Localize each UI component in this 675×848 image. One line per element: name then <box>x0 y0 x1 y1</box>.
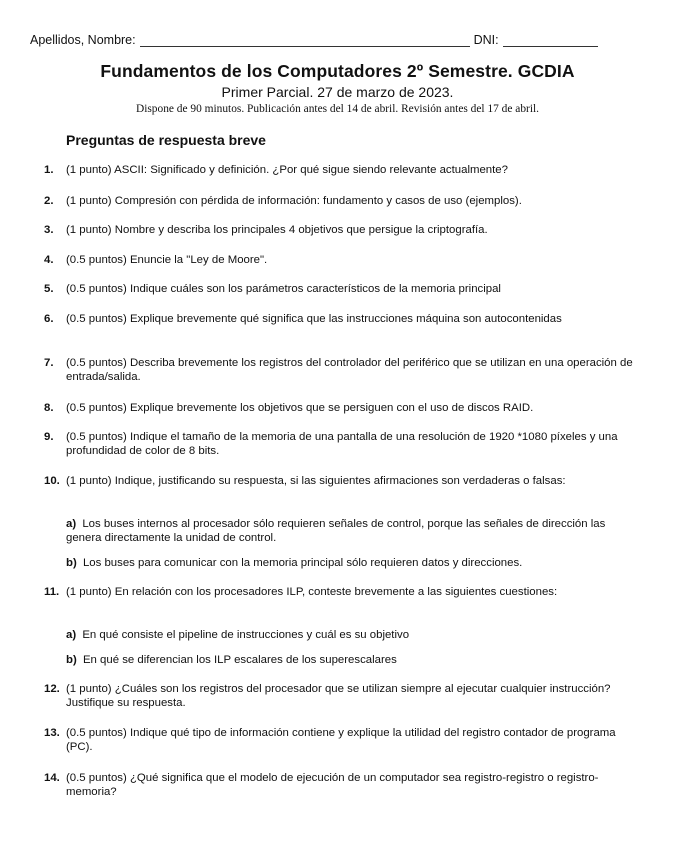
subquestion-label: a) <box>66 518 77 530</box>
name-label: Apellidos, Nombre: <box>30 33 136 47</box>
question-number: 7. <box>44 357 54 369</box>
question-text: (1 punto) En relación con los procesadores ILP, conteste brevemente a las siguientes cuestiones: <box>66 586 558 598</box>
exam-title: Fundamentos de los Computadores 2º Semestre. GCDIA <box>100 61 575 81</box>
question-7 <box>44 356 634 384</box>
question-text: (1 punto) ¿Cuáles son los registros del procesador que se utilizan siempre al ejecutar cualquier instrucción? Justifique su respuesta. <box>66 683 611 709</box>
dni-label: DNI: <box>473 33 499 47</box>
question-text: (0.5 puntos) Enuncie la "Ley de Moore". <box>66 254 268 266</box>
question-4 <box>44 253 634 267</box>
name-field[interactable] <box>140 35 470 47</box>
question-3 <box>44 223 634 237</box>
subquestion-text: Los buses para comunicar con la memoria principal sólo requieren datos y direcciones. <box>82 557 523 569</box>
question-number: 6. <box>44 313 54 325</box>
question-number: 13. <box>44 727 60 739</box>
question-number: 12. <box>44 683 60 695</box>
question-text: (0.5 puntos) Explique brevemente qué significa que las instrucciones máquina son autocontenidas <box>66 313 562 325</box>
subquestion-10b <box>66 556 634 570</box>
question-number: 4. <box>44 254 54 266</box>
question-8 <box>44 401 634 415</box>
question-text: (0.5 puntos) Indique cuáles son los parámetros característicos de la memoria principal <box>66 283 501 295</box>
question-11 <box>44 585 634 599</box>
question-number: 1. <box>44 164 54 176</box>
subquestion-text: En qué consiste el pipeline de instrucciones y cuál es su objetivo <box>82 629 410 641</box>
subquestion-label: a) <box>66 629 77 641</box>
dni-field[interactable] <box>503 35 598 47</box>
question-13 <box>44 726 634 754</box>
section-title: Preguntas de respuesta breve <box>66 132 266 148</box>
subquestion-11b <box>66 653 634 667</box>
question-number: 2. <box>44 195 54 207</box>
question-text: (1 punto) ASCII: Significado y definición. ¿Por qué sigue siendo relevante actualmente? <box>66 164 508 176</box>
student-info-line <box>30 33 630 47</box>
question-number: 8. <box>44 402 54 414</box>
title-block <box>0 61 675 115</box>
question-text: (0.5 puntos) Indique qué tipo de información contiene y explique la utilidad del registro contador de programa (PC). <box>66 727 616 753</box>
question-10 <box>44 474 634 488</box>
subquestion-text: Los buses internos al procesador sólo requieren señales de control, porque las señales de dirección las genera directamente la unidad de control. <box>66 518 606 544</box>
question-9 <box>44 430 634 458</box>
subquestion-text: En qué se diferencian los ILP escalares de los superescalares <box>82 654 397 666</box>
question-14 <box>44 771 634 799</box>
exam-subtitle: Primer Parcial. 27 de marzo de 2023. <box>221 84 454 100</box>
question-12 <box>44 682 634 710</box>
subquestion-11a <box>66 628 634 642</box>
question-number: 14. <box>44 772 60 784</box>
question-text: (0.5 puntos) Explique brevemente los objetivos que se persiguen con el uso de discos RAID. <box>66 402 534 414</box>
subquestion-label: b) <box>66 557 77 569</box>
question-text: (1 punto) Indique, justificando su respuesta, si las siguientes afirmaciones son verdaderas o falsas: <box>66 475 566 487</box>
question-number: 11. <box>44 586 60 598</box>
question-5 <box>44 282 634 296</box>
question-text: (1 punto) Nombre y describa los principales 4 objetivos que persigue la criptografía. <box>66 224 488 236</box>
question-6 <box>44 312 634 326</box>
question-number: 9. <box>44 431 54 443</box>
question-number: 10. <box>44 475 60 487</box>
question-1 <box>44 163 634 177</box>
question-text: (1 punto) Compresión con pérdida de información: fundamento y casos de uso (ejemplos). <box>66 195 522 207</box>
question-2 <box>44 194 634 208</box>
question-text: (0.5 puntos) ¿Qué significa que el modelo de ejecución de un computador sea registro-registro o registro-memoria? <box>66 772 599 798</box>
exam-note: Dispone de 90 minutos. Publicación antes del 14 de abril. Revisión antes del 17 de abril. <box>135 103 540 115</box>
subquestion-10a <box>66 517 634 545</box>
question-number: 5. <box>44 283 54 295</box>
subquestion-label: b) <box>66 654 77 666</box>
question-text: (0.5 puntos) Indique el tamaño de la memoria de una pantalla de una resolución de 1920 *1080 píxeles y una profundidad de color de 8 bits. <box>66 431 618 457</box>
question-text: (0.5 puntos) Describa brevemente los registros del controlador del periférico que se utilizan en una operación de entrada/salida. <box>66 357 633 383</box>
question-number: 3. <box>44 224 54 236</box>
